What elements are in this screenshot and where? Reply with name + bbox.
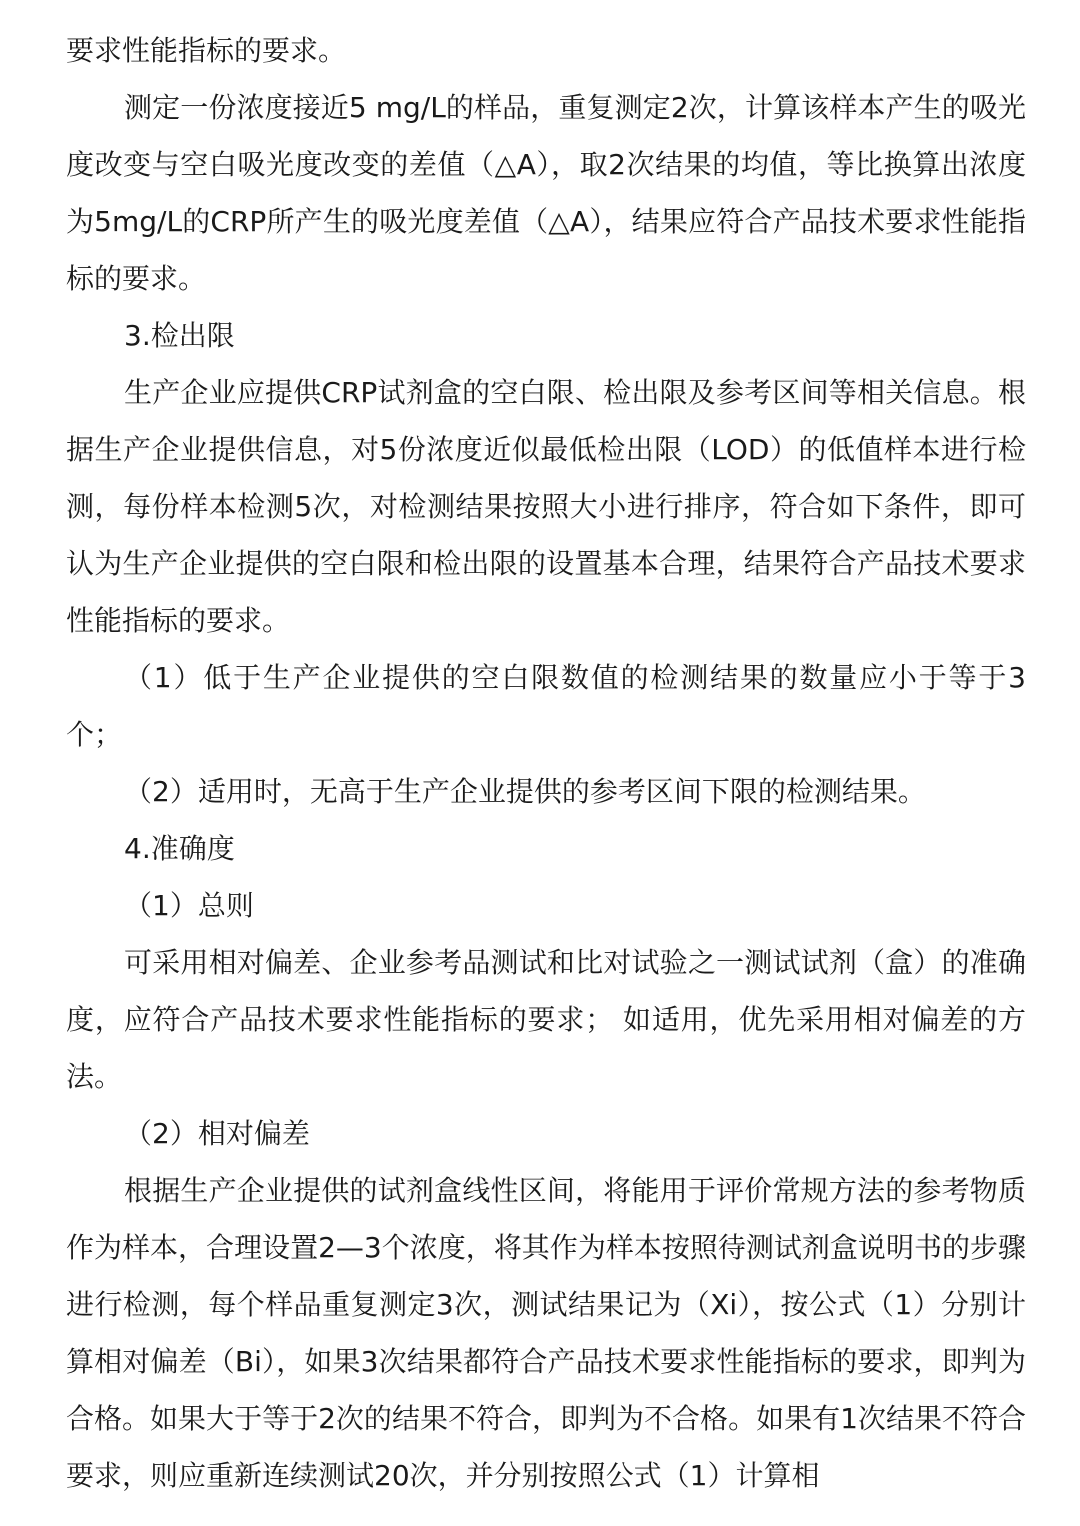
paragraph-4: 生产企业应提供CRP试剂盒的空白限、检出限及参考区间等相关信息。根据生产企业提供信息，对5份浓度近似最低检出限（LOD）的低值样本进行检测，每份样本检测5次，对检测结果按照大小进行排序，符合如下条件，即可认为生产企业提供的空白限和检出限的设置基本合理，结果符合产品技术要求性能指标的要求。 — [66, 376, 1026, 637]
section-heading-detection-limit: 3.检出限 — [124, 319, 235, 352]
paragraph-1: 要求性能指标的要求。 — [66, 34, 347, 67]
paragraph-11: 根据生产企业提供的试剂盒线性区间，将能用于评价常规方法的参考物质作为样本，合理设置2—3个浓度，将其作为样本按照待测试剂盒说明书的步骤进行检测，每个样品重复测定3次，测试结果记为（Xi），按公式（1）分别计算相对偏差（Bi），如果3次结果都符合产品技术要求性能指标的要求，即判为合格。如果大于等于2次的结果不符合，即判为不合格。如果有1次结果不符合要求，则应重新连续测试20次，并分别按照公式（1）计算相 — [66, 1174, 1026, 1492]
paragraph-9: 可采用相对偏差、企业参考品测试和比对试验之一测试试剂（盒）的准确度，应符合产品技术要求性能指标的要求； 如适用，优先采用相对偏差的方法。 — [66, 946, 1026, 1093]
section-heading-accuracy: 4.准确度 — [124, 832, 235, 865]
paragraph-5: （1）低于生产企业提供的空白限数值的检测结果的数量应小于等于3个； — [66, 661, 1026, 751]
paragraph-6: （2）适用时，无高于生产企业提供的参考区间下限的检测结果。 — [124, 775, 926, 808]
paragraph-2: 测定一份浓度接近5 mg/L的样品，重复测定2次，计算该样本产生的吸光度改变与空白吸光度改变的差值（△A），取2次结果的均值，等比换算出浓度为5mg/L的CRP所产生的吸光度差值（△A），结果应符合产品技术要求性能指标的要求。 — [66, 91, 1026, 295]
subheading-general: （1）总则 — [124, 889, 254, 922]
subheading-relative-deviation: （2）相对偏差 — [124, 1117, 310, 1150]
document-page — [66, 22, 1026, 1504]
